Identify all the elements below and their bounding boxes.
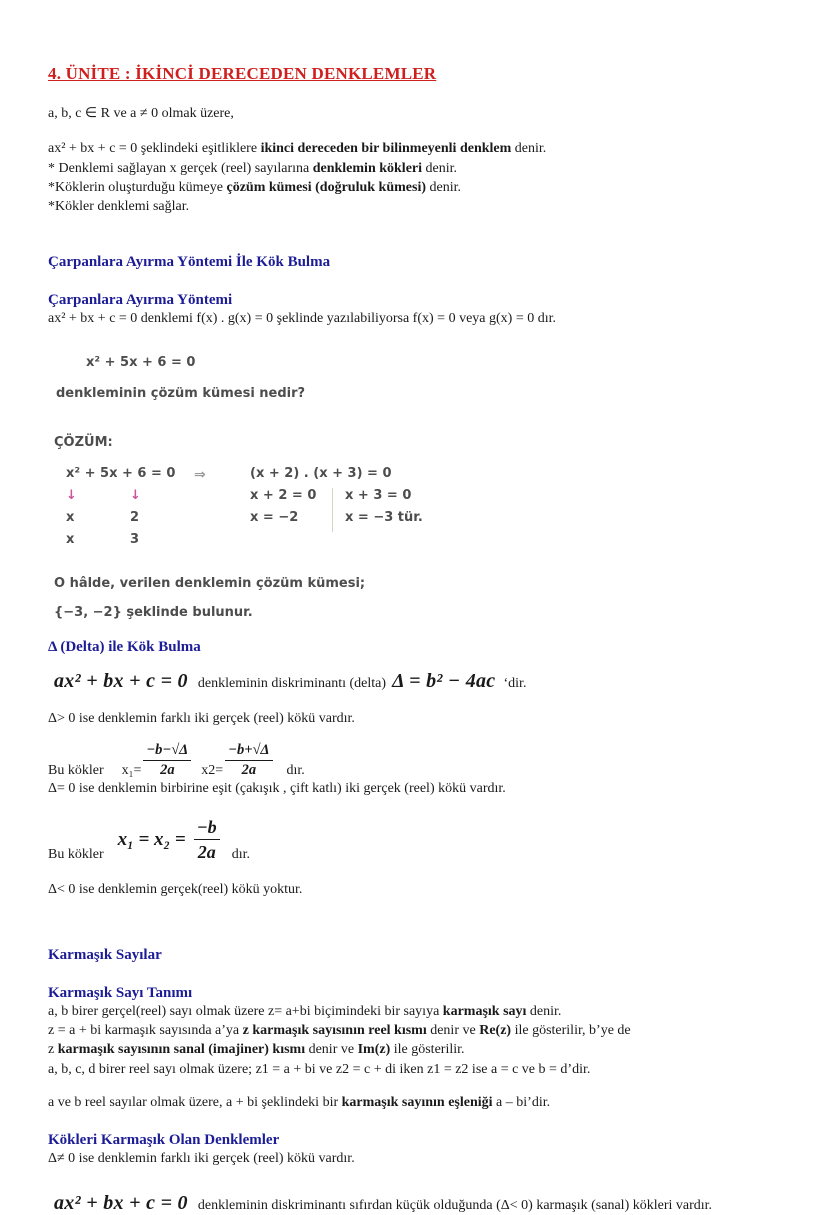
double-root-formula-line xyxy=(48,816,792,863)
example-solution-set: {−3, −2} şeklinde bulunur. xyxy=(54,604,253,620)
solution-work xyxy=(48,466,792,554)
section-heading-complex: Karmaşık Sayılar xyxy=(48,946,162,963)
bold-term: Re(z) xyxy=(479,1022,512,1038)
bold-term: Im(z) xyxy=(357,1042,391,1058)
bold-term: ikinci dereceden bir bilinmeyenli denklem xyxy=(260,141,512,157)
text-segment: z = a + bi karmaşık sayısında a’ya xyxy=(48,1022,243,1038)
intro-paragraph xyxy=(48,139,792,216)
text-segment: dır. xyxy=(231,847,250,863)
quadratic-formula: ax² + bx + c = 0 xyxy=(54,669,188,692)
case-root: x = −3 tür. xyxy=(345,509,423,525)
bold-term: denklemin kökleri xyxy=(312,160,423,176)
section-heading-complex-def: Karmaşık Sayı Tanımı xyxy=(48,984,193,1001)
factor-cell: x xyxy=(66,509,75,525)
page-title: 4. ÜNİTE : İKİNCİ DERECEDEN DENKLEMLER xyxy=(48,64,437,83)
intro-premise: a, b, c ∈ R ve a ≠ 0 olmak üzere, xyxy=(48,106,234,121)
factor-cell: 2 xyxy=(130,509,140,525)
body-line xyxy=(48,1021,792,1040)
solution-steps xyxy=(250,466,427,554)
case-equation: x + 2 = 0 xyxy=(250,487,317,503)
body-line xyxy=(48,1040,792,1059)
text-segment: denir. xyxy=(526,1003,562,1019)
fraction-denominator: 2a xyxy=(160,762,175,779)
double-root-fraction xyxy=(194,816,220,863)
bold-term: karmaşık sayının eşleniği xyxy=(341,1094,493,1110)
fraction-denominator: 2a xyxy=(241,762,257,779)
text-segment: denir. xyxy=(426,179,462,195)
text-segment: *Köklerin oluşturduğu kümeye xyxy=(48,179,227,195)
root2-fraction xyxy=(225,742,272,779)
down-arrow-icon: ↓ xyxy=(66,487,77,503)
bold-term: karmaşık sayısının sanal (imajiner) kısmı xyxy=(57,1042,306,1058)
case-equation: x + 3 = 0 xyxy=(345,487,412,503)
fraction-numerator: −b+√Δ xyxy=(225,742,272,761)
text-segment: denir. xyxy=(422,160,458,176)
bold-term: çözüm kümesi (doğruluk kümesi) xyxy=(226,179,427,195)
complex-definition-paragraph xyxy=(48,1002,792,1079)
factor-row xyxy=(66,532,186,554)
section-heading-complex-roots: Kökleri Karmaşık Olan Denklemler xyxy=(48,1132,280,1149)
example-question: denkleminin çözüm kümesi nedir? xyxy=(56,385,306,401)
section-heading-factoring-sub: Çarpanlara Ayırma Yöntemi xyxy=(48,292,233,309)
text-segment: ax² + bx + c = 0 şeklindeki eşitliklere xyxy=(48,141,261,157)
case-column xyxy=(332,488,427,532)
body-line xyxy=(48,178,792,197)
delta-positive-case: Δ> 0 ise denklemin farklı iki gerçek (reel) kökü vardır. xyxy=(48,710,355,726)
fraction-numerator: −b xyxy=(194,816,220,840)
quadratic-formula: ax² + bx + c = 0 xyxy=(54,1192,188,1215)
conjugate-line xyxy=(48,1093,792,1112)
body-line: *Kökler denklemi sağlar. xyxy=(48,199,190,215)
fraction-numerator: −b−√Δ xyxy=(143,742,191,761)
roots-formula-line xyxy=(48,742,792,779)
discriminant-formula-line xyxy=(54,670,792,693)
factor-row xyxy=(66,510,186,532)
root2-label: x2= xyxy=(201,763,224,779)
text-segment: z xyxy=(48,1042,58,1058)
complex-roots-condition: Δ≠ 0 ise denklemin farklı iki gerçek (reel) kökü vardır. xyxy=(48,1151,355,1167)
section-heading-delta: Δ (Delta) ile Kök Bulma xyxy=(48,638,201,655)
arrow-row xyxy=(66,488,186,510)
factor-cell: x xyxy=(66,531,75,547)
bold-term: karmaşık sayı xyxy=(442,1003,527,1019)
body-line: a, b, c, d birer reel sayı olmak üzere; z1 = a + bi ve z2 = c + di iken z1 = z2 ise a = c ve b = d’dir. xyxy=(48,1061,591,1077)
factoring-columns xyxy=(66,466,186,554)
discriminant-formula: Δ = b² − 4ac xyxy=(392,669,496,692)
fraction-denominator: 2a xyxy=(197,842,216,863)
text-segment: a – bi’dir. xyxy=(492,1094,551,1110)
body-line xyxy=(48,139,792,158)
text-segment: a, b birer gerçel(reel) sayı olmak üzere z= a+bi biçimindeki bir sayıya xyxy=(48,1003,443,1019)
text-segment: denir ve xyxy=(426,1022,480,1038)
equality-chain: x₁ = x₂ = xyxy=(117,828,186,850)
delta-negative-case: Δ< 0 ise denklemin gerçek(reel) kökü yoktur. xyxy=(48,882,303,898)
factored-equation: (x + 2) . (x + 3) = 0 xyxy=(250,465,392,481)
factor-cell: 3 xyxy=(130,531,140,547)
text-segment: * Denklemi sağlayan x gerçek (reel) sayılarına xyxy=(48,160,313,176)
case-column xyxy=(250,488,332,532)
text-segment: a ve b reel sayılar olmak üzere, a + bi şeklindeki bir xyxy=(48,1094,342,1110)
text-segment: Bu kökler xyxy=(48,847,104,863)
text-segment: Bu kökler xyxy=(48,763,104,779)
text-segment: denir. xyxy=(511,141,547,157)
body-line xyxy=(48,1002,792,1021)
case-root: x = −2 xyxy=(250,509,299,525)
root1-fraction xyxy=(143,742,191,779)
down-arrow-icon: ↓ xyxy=(130,487,141,503)
root1-label: x₁= xyxy=(121,763,142,779)
text-segment: denkleminin diskriminantı (delta) xyxy=(197,675,387,691)
text-segment: denkleminin diskriminantı sıfırdan küçük olduğunda (Δ< 0) karmaşık (sanal) kökleri vardır. xyxy=(197,1198,713,1214)
text-segment: dır. xyxy=(286,763,305,779)
factoring-rule: ax² + bx + c = 0 denklemi f(x) . g(x) = 0 şeklinde yazılabiliyorsa f(x) = 0 veya g(x) = 0 dır. xyxy=(48,311,556,327)
work-equation: x² + 5x + 6 = 0 xyxy=(66,465,176,481)
final-formula-line xyxy=(54,1192,792,1215)
example-equation: x² + 5x + 6 = 0 xyxy=(86,354,196,370)
example-conclusion: O hâlde, verilen denklemin çözüm kümesi; xyxy=(54,575,366,591)
solution-label: ÇÖZÜM: xyxy=(54,434,113,450)
body-line xyxy=(48,159,792,178)
double-root-formula xyxy=(118,816,220,863)
text-segment: ‘dir. xyxy=(503,675,527,691)
bold-term: z karmaşık sayısının reel kısmı xyxy=(242,1022,427,1038)
text-segment: ile gösterilir. xyxy=(390,1042,465,1058)
implies-arrow-icon: ⇒ xyxy=(194,466,206,483)
section-heading-factoring-main: Çarpanlara Ayırma Yöntemi İle Kök Bulma xyxy=(48,254,331,271)
text-segment: ile gösterilir, b’ye de xyxy=(511,1022,631,1038)
case-columns xyxy=(250,488,427,532)
delta-zero-case: Δ= 0 ise denklemin birbirine eşit (çakışık , çift katlı) iki gerçek (reel) kökü vardır. xyxy=(48,781,506,797)
text-segment: denir ve xyxy=(305,1042,358,1058)
worked-example xyxy=(48,355,792,620)
